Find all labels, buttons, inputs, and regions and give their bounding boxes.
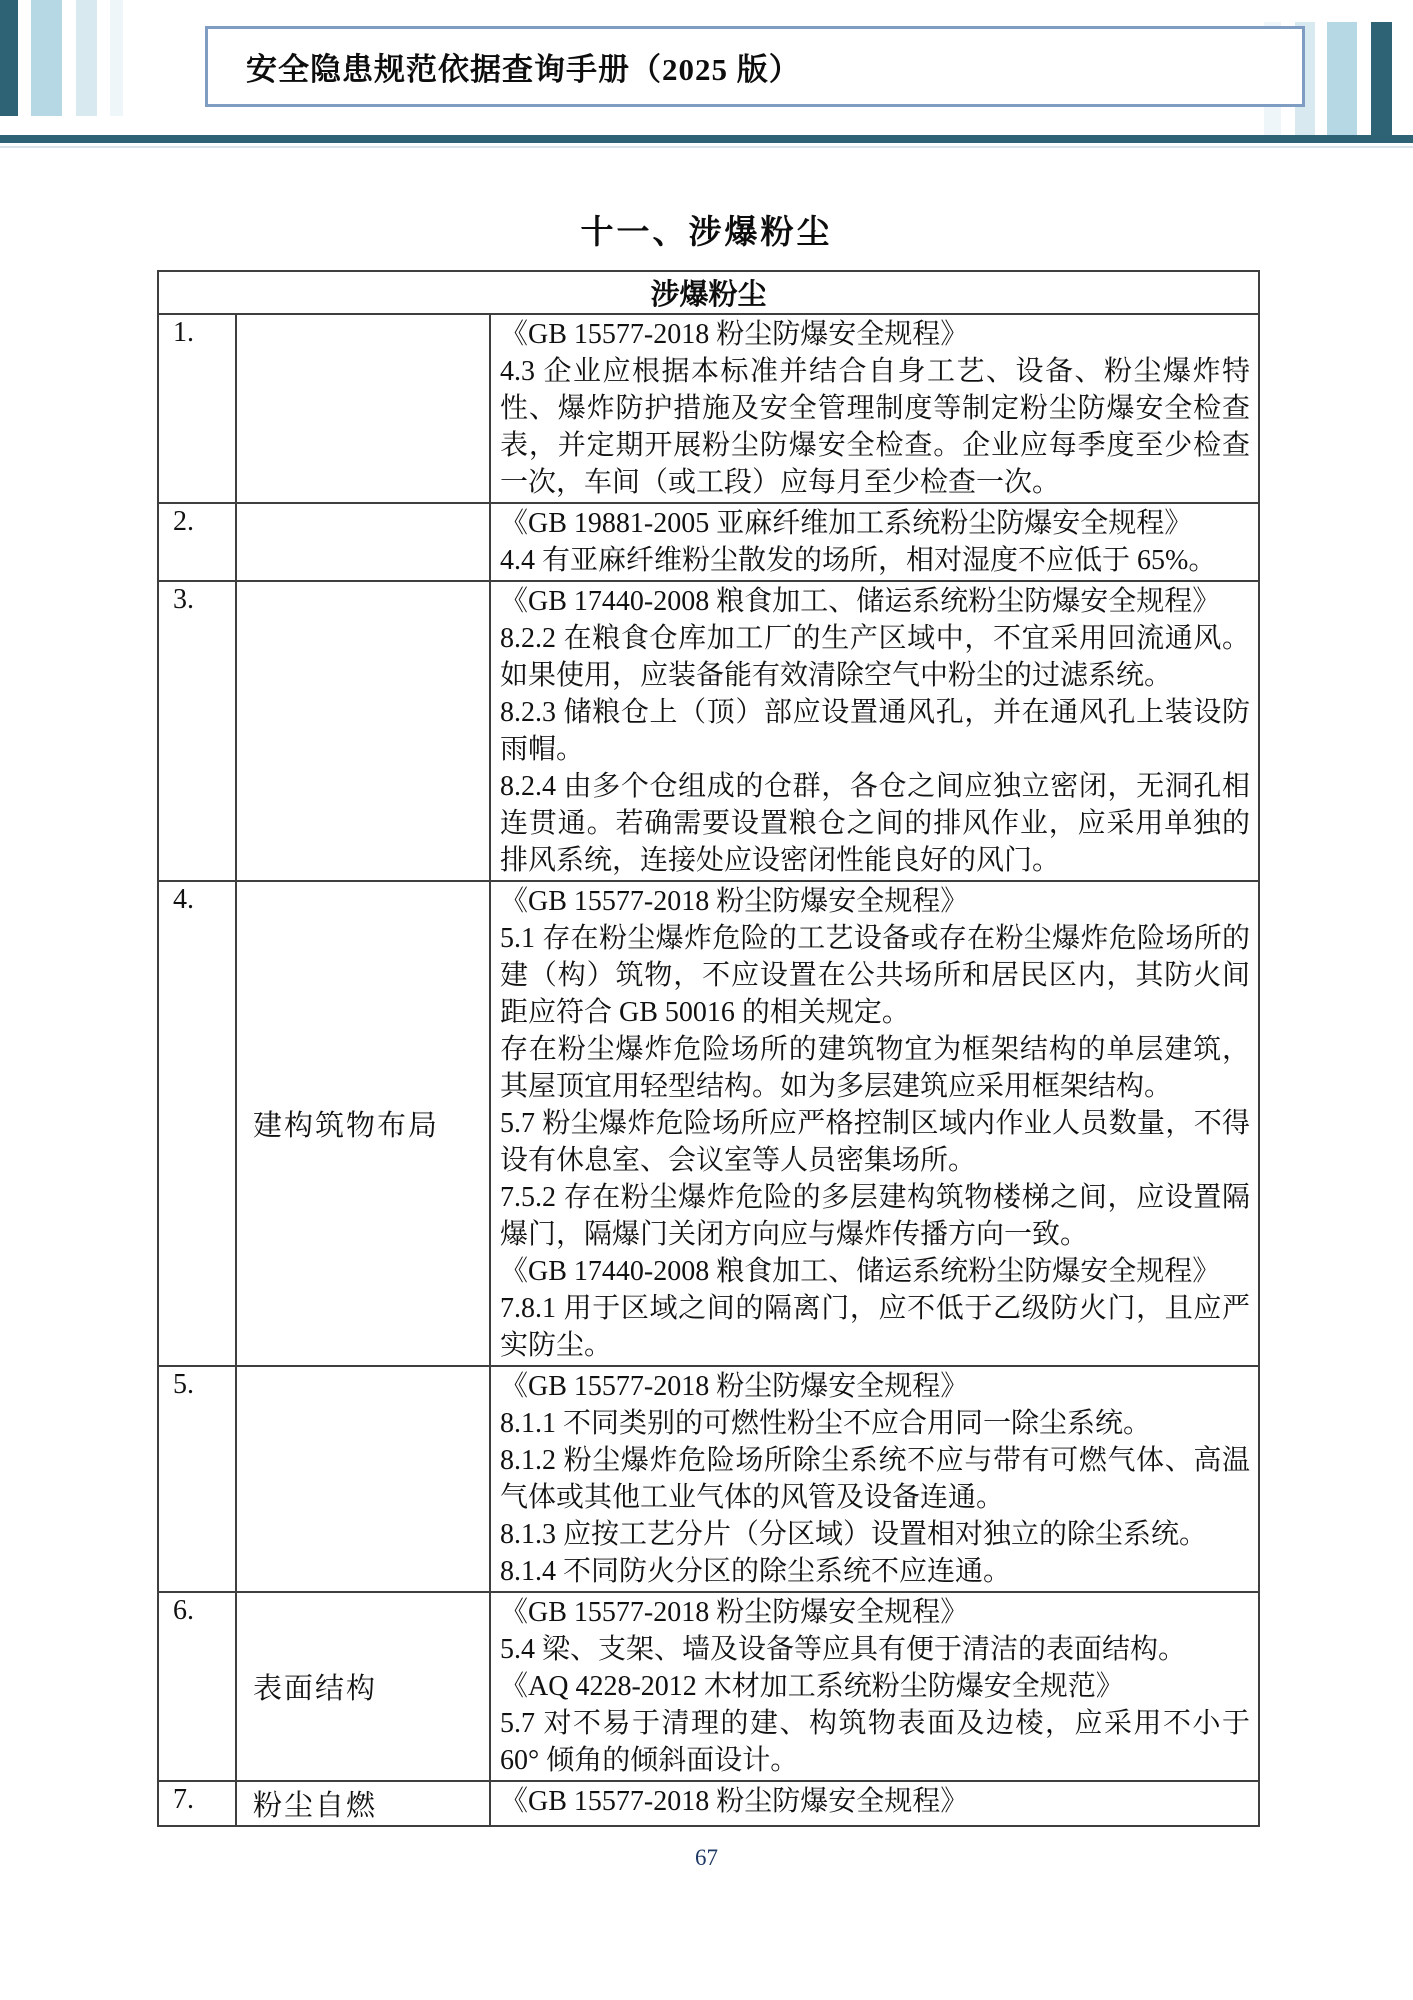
row-content bbox=[490, 314, 1259, 503]
table-title: 涉爆粉尘 bbox=[158, 271, 1259, 314]
regulation-paragraph: 8.2.4 由多个仓组成的仓群，各仓之间应独立密闭，无洞孔相连贯通。若确需要设置粮仓之间的排风作业，应采用单独的排风系统，连接处应设密闭性能良好的风门。 bbox=[500, 771, 1251, 876]
row-number: 5. bbox=[158, 1366, 236, 1592]
regulation-paragraph: 8.1.1 不同类别的可燃性粉尘不应合用同一除尘系统。 bbox=[500, 1408, 1152, 1439]
row-category: 粉尘自燃 bbox=[236, 1781, 490, 1826]
regulation-paragraph: 8.2.3 储粮仓上（顶）部应设置通风孔，并在通风孔上装设防雨帽。 bbox=[500, 697, 1251, 765]
regulation-paragraph: 8.1.3 应按工艺分片（分区域）设置相对独立的除尘系统。 bbox=[500, 1519, 1208, 1550]
regulation-paragraph: 《AQ 4228-2012 木材加工系统粉尘防爆安全规范》 bbox=[500, 1671, 1124, 1702]
regulation-paragraph: 《GB 15577-2018 粉尘防爆安全规程》 bbox=[500, 319, 969, 350]
table-header-row bbox=[158, 271, 1259, 314]
regulation-paragraph: 《GB 19881-2005 亚麻纤维加工系统粉尘防爆安全规程》 bbox=[500, 508, 1193, 539]
row-content bbox=[490, 881, 1259, 1366]
document-title: 安全隐患规范依据查询手册（2025 版） bbox=[246, 52, 801, 87]
table-row bbox=[158, 1366, 1259, 1592]
row-number: 3. bbox=[158, 581, 236, 881]
row-number: 7. bbox=[158, 1781, 236, 1826]
decorative-bar-left-lightest bbox=[110, 0, 123, 116]
row-content bbox=[490, 1366, 1259, 1592]
row-number: 6. bbox=[158, 1592, 236, 1781]
section-title: 十一、涉爆粉尘 bbox=[580, 215, 833, 251]
regulations-table bbox=[157, 270, 1260, 1827]
row-content bbox=[490, 1592, 1259, 1781]
regulation-paragraph: 5.7 对不易于清理的建、构筑物表面及边棱，应采用不小于 60° 倾角的倾斜面设计。 bbox=[500, 1708, 1251, 1776]
regulation-paragraph: 7.5.2 存在粉尘爆炸危险的多层建构筑物楼梯之间，应设置隔爆门，隔爆门关闭方向应与爆炸传播方向一致。 bbox=[500, 1182, 1251, 1250]
decorative-bar-right-light bbox=[1327, 22, 1357, 137]
row-category: 表面结构 bbox=[236, 1592, 490, 1781]
regulation-paragraph: 《GB 17440-2008 粮食加工、储运系统粉尘防爆安全规程》 bbox=[500, 1256, 1221, 1287]
row-category bbox=[236, 503, 490, 581]
regulation-paragraph: 5.7 粉尘爆炸危险场所应严格控制区域内作业人员数量，不得设有休息室、会议室等人员密集场所。 bbox=[500, 1108, 1251, 1176]
header-divider-shadow bbox=[0, 146, 1413, 148]
regulation-paragraph: 8.1.4 不同防火分区的除尘系统不应连通。 bbox=[500, 1556, 1012, 1587]
regulation-paragraph: 《GB 15577-2018 粉尘防爆安全规程》 bbox=[500, 1371, 969, 1402]
header-divider-line bbox=[0, 135, 1413, 143]
regulation-paragraph: 8.2.2 在粮食仓库加工厂的生产区域中，不宜采用回流通风。如果使用，应装备能有效清除空气中粉尘的过滤系统。 bbox=[500, 623, 1251, 691]
regulation-paragraph: 4.3 企业应根据本标准并结合自身工艺、设备、粉尘爆炸特性、爆炸防护措施及安全管理制度等制定粉尘防爆安全检查表，并定期开展粉尘防爆安全检查。企业应每季度至少检查一次，车间（或工段）应每月至少检查一次。 bbox=[500, 356, 1251, 498]
row-category: 建构筑物布局 bbox=[236, 881, 490, 1366]
row-category bbox=[236, 1366, 490, 1592]
row-content bbox=[490, 581, 1259, 881]
table-row bbox=[158, 1592, 1259, 1781]
table-row bbox=[158, 503, 1259, 581]
table-row bbox=[158, 581, 1259, 881]
regulation-paragraph: 《GB 15577-2018 粉尘防爆安全规程》 bbox=[500, 1597, 969, 1628]
row-number: 1. bbox=[158, 314, 236, 503]
page-number: 67 bbox=[695, 1845, 718, 1870]
document-header-box bbox=[205, 26, 1305, 107]
decorative-bar-left-light bbox=[31, 0, 62, 116]
regulation-paragraph: 《GB 17440-2008 粮食加工、储运系统粉尘防爆安全规程》 bbox=[500, 586, 1221, 617]
decorative-bar-left-dark bbox=[0, 0, 18, 116]
row-content bbox=[490, 1781, 1259, 1826]
decorative-bar-left-lighter bbox=[76, 0, 97, 116]
table-row bbox=[158, 1781, 1259, 1826]
table-row bbox=[158, 314, 1259, 503]
regulation-paragraph: 7.8.1 用于区域之间的隔离门，应不低于乙级防火门，且应严实防尘。 bbox=[500, 1293, 1251, 1361]
regulation-paragraph: 5.1 存在粉尘爆炸危险的工艺设备或存在粉尘爆炸危险场所的建（构）筑物，不应设置在公共场所和居民区内，其防火间距应符合 GB 50016 的相关规定。 bbox=[500, 923, 1251, 1028]
row-category bbox=[236, 314, 490, 503]
regulation-paragraph: 4.4 有亚麻纤维粉尘散发的场所，相对湿度不应低于 65%。 bbox=[500, 545, 1217, 576]
regulation-paragraph: 存在粉尘爆炸危险场所的建筑物宜为框架结构的单层建筑，其屋顶宜用轻型结构。如为多层建筑应采用框架结构。 bbox=[500, 1034, 1251, 1102]
row-category bbox=[236, 581, 490, 881]
regulation-paragraph: 5.4 梁、支架、墙及设备等应具有便于清洁的表面结构。 bbox=[500, 1634, 1187, 1665]
regulation-paragraph: 《GB 15577-2018 粉尘防爆安全规程》 bbox=[500, 886, 969, 917]
row-number: 2. bbox=[158, 503, 236, 581]
row-number: 4. bbox=[158, 881, 236, 1366]
table-row bbox=[158, 881, 1259, 1366]
decorative-bar-right-dark bbox=[1371, 22, 1392, 137]
regulation-paragraph: 《GB 15577-2018 粉尘防爆安全规程》 bbox=[500, 1786, 969, 1817]
regulation-paragraph: 8.1.2 粉尘爆炸危险场所除尘系统不应与带有可燃气体、高温气体或其他工业气体的风管及设备连通。 bbox=[500, 1445, 1251, 1513]
row-content bbox=[490, 503, 1259, 581]
